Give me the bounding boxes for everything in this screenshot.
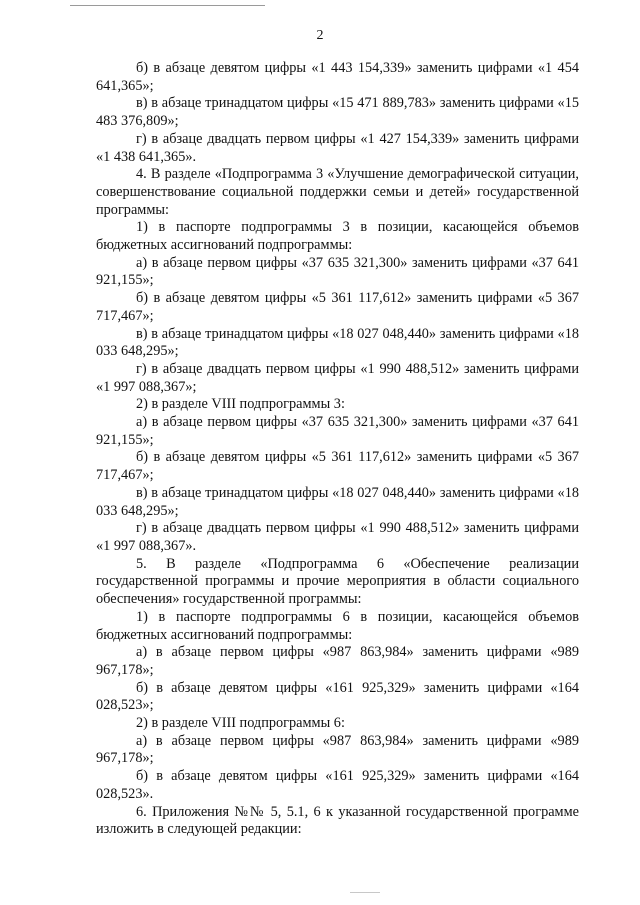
paragraph-5-1b: б) в абзаце девятом цифры «161 925,329» заменить цифрами «164 028,523»;	[96, 679, 579, 714]
paragraph-4-2b: б) в абзаце девятом цифры «5 361 117,612» заменить цифрами «5 367 717,467»;	[96, 449, 579, 484]
paragraph-5-2-section-viii: 2) в разделе VIII подпрограммы 6:	[136, 715, 345, 732]
paragraph-3d-item21: г) в абзаце двадцать первом цифры «1 427 154,339» заменить цифрами «1 438 641,365».	[96, 130, 579, 165]
page-number: 2	[316, 28, 324, 43]
paragraph-5-2a: а) в абзаце первом цифры «987 863,984» заменить цифрами «989 967,178»;	[96, 732, 579, 767]
paragraph-4-2a: а) в абзаце первом цифры «37 635 321,300» заменить цифрами «37 641 921,155»;	[96, 414, 579, 448]
paragraph-section-5-heading: 5. В разделе «Подпрограмма 6 «Обеспечение реализации государственной программы и прочие мероприятия в области социального обеспечения» государственной программы:	[96, 555, 579, 608]
top-scan-rule	[70, 5, 265, 6]
document-body	[96, 60, 579, 839]
paragraph-4-1a: а) в абзаце первом цифры «37 635 321,300» заменить цифрами «37 641 921,155»;	[96, 254, 579, 289]
paragraph-4-2c: в) в абзаце тринадцатом цифры «18 027 048,440» заменить цифрами «18 033 648,295»;	[96, 484, 579, 519]
paragraph-4-1c: в) в абзаце тринадцатом цифры «18 027 048,440» заменить цифрами «18 033 648,295»;	[96, 325, 579, 360]
paragraph-4-1b: б) в абзаце девятом цифры «5 361 117,612» заменить цифрами «5 367 717,467»;	[96, 290, 579, 324]
paragraph-3b-item9: б) в абзаце девятом цифры «1 443 154,339» заменить цифрами «1 454 641,365»;	[96, 60, 579, 94]
paragraph-4-1-passport: 1) в паспорте подпрограммы 3 в позиции, касающейся объемов бюджетных ассигнований подпрограммы:	[96, 219, 579, 254]
paragraph-section-6-appendices: 6. Приложения №№ 5, 5.1, 6 к указанной государственной программе изложить в следующей редакции:	[96, 803, 579, 838]
paragraph-3c-item13: в) в абзаце тринадцатом цифры «15 471 889,783» заменить цифрами «15 483 376,809»;	[96, 95, 579, 130]
paragraph-4-1d: г) в абзаце двадцать первом цифры «1 990 488,512» заменить цифрами «1 997 088,367»;	[96, 360, 579, 395]
paragraph-4-2-section-viii: 2) в разделе VIII подпрограммы 3:	[136, 396, 345, 413]
paragraph-5-1-passport: 1) в паспорте подпрограммы 6 в позиции, касающейся объемов бюджетных ассигнований подпрограммы:	[96, 608, 579, 643]
paragraph-4-2d: г) в абзаце двадцать первом цифры «1 990 488,512» заменить цифрами «1 997 088,367».	[96, 520, 579, 554]
paragraph-5-2b: б) в абзаце девятом цифры «161 925,329» заменить цифрами «164 028,523».	[96, 768, 579, 802]
paragraph-section-4-heading: 4. В разделе «Подпрограмма 3 «Улучшение демографической ситуации, совершенствование социальной поддержки семьи и детей» государственной программы:	[96, 166, 579, 218]
paragraph-5-1a: а) в абзаце первом цифры «987 863,984» заменить цифрами «989 967,178»;	[96, 644, 579, 678]
bottom-scan-mark	[350, 892, 380, 893]
